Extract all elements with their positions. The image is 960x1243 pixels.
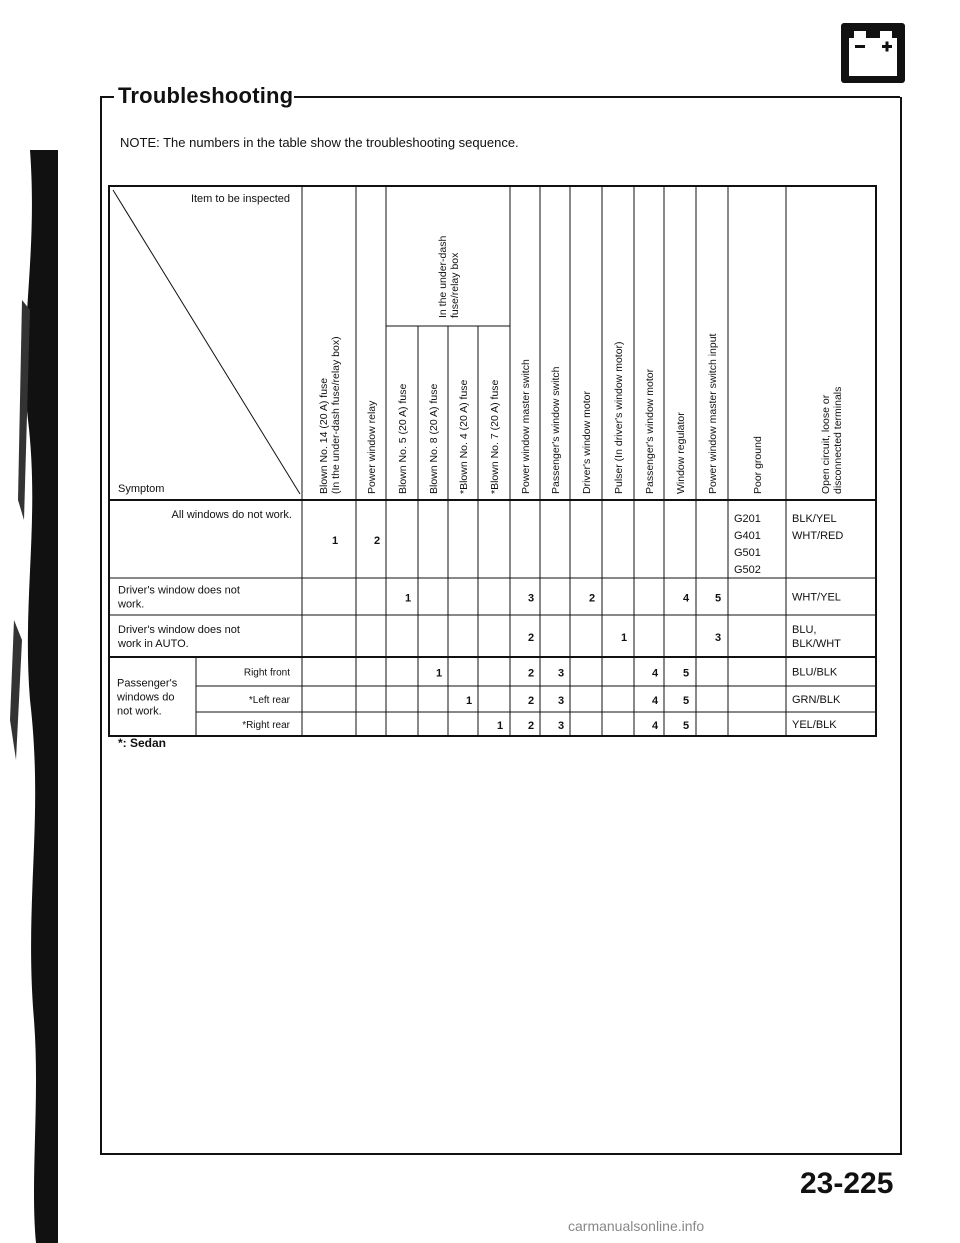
page-number: 23-225 bbox=[800, 1167, 894, 1200]
column-header-label: Pulser (In driver's window motor) bbox=[613, 341, 625, 494]
section-title: Troubleshooting bbox=[118, 83, 294, 108]
cell-value: 3 bbox=[557, 667, 565, 680]
symptom-label: Driver's window does not bbox=[118, 624, 240, 636]
cell-value: BLK/YEL bbox=[792, 513, 837, 525]
symptom-sublabel: *Left rear bbox=[248, 695, 290, 706]
cell-value: GRN/BLK bbox=[792, 694, 841, 706]
group-header-label: fuse/relay box bbox=[449, 252, 461, 318]
symptom-sublabel: Right front bbox=[243, 667, 290, 679]
cell-value: 1 bbox=[435, 667, 443, 680]
column-header-label: Blown No. 5 (20 A) fuse bbox=[397, 383, 409, 494]
cell-value: G401 bbox=[734, 530, 761, 542]
cell-value: 3 bbox=[557, 720, 565, 732]
column-header-label: Passenger's window switch bbox=[550, 366, 562, 494]
cell-value: 2 bbox=[588, 592, 596, 605]
symptom-sublabel: *Right rear bbox=[242, 720, 290, 731]
cell-value: 3 bbox=[714, 632, 722, 644]
column-header-label: (In the under-dash fuse/relay box) bbox=[330, 336, 342, 494]
column-header-label: Blown No. 8 (20 A) fuse bbox=[428, 383, 440, 494]
cell-value: 3 bbox=[557, 695, 565, 707]
group-symptom-label: Passenger's bbox=[117, 677, 178, 690]
cell-value: WHT/RED bbox=[792, 530, 844, 542]
cell-value: 5 bbox=[682, 667, 690, 680]
column-header-label: Open circuit, loose or bbox=[820, 394, 832, 494]
column-header-label: Power window relay bbox=[366, 400, 378, 494]
cell-value: BLK/WHT bbox=[792, 638, 841, 650]
note-text: NOTE: The numbers in the table show the troubleshooting sequence. bbox=[120, 135, 519, 150]
symptom-label: work. bbox=[118, 598, 145, 611]
cell-value: 2 bbox=[527, 632, 535, 644]
cell-value: 1 bbox=[404, 592, 412, 605]
cell-value: 3 bbox=[527, 592, 535, 605]
cell-value: G502 bbox=[734, 564, 761, 576]
cell-value: WHT/YEL bbox=[792, 591, 841, 604]
group-header-label: In the under-dash bbox=[437, 235, 449, 318]
symptom-label: work in AUTO. bbox=[118, 638, 189, 650]
symptom-label: All windows do not work. bbox=[171, 509, 292, 521]
cell-value: 1 bbox=[465, 695, 473, 707]
footnote: *: Sedan bbox=[118, 736, 167, 750]
cell-value: 2 bbox=[527, 667, 535, 680]
column-header-label: Power window master switch bbox=[520, 359, 532, 494]
column-header-label: *Blown No. 4 (20 A) fuse bbox=[458, 379, 470, 494]
cell-value: 4 bbox=[651, 695, 659, 707]
group-symptom-label: windows do bbox=[117, 691, 175, 704]
cell-value: 1 bbox=[331, 535, 339, 547]
cell-value: YEL/BLK bbox=[792, 719, 837, 731]
column-header-label: *Blown No. 7 (20 A) fuse bbox=[489, 379, 501, 494]
cell-value: BLU/BLK bbox=[792, 666, 838, 679]
cell-value: G501 bbox=[734, 547, 761, 559]
cell-value: 2 bbox=[527, 720, 535, 732]
cell-value: 4 bbox=[651, 667, 659, 680]
watermark: carmanualsonline.info bbox=[568, 1218, 705, 1234]
column-header-label: Poor ground bbox=[752, 436, 764, 494]
column-header-label: Driver's window motor bbox=[581, 391, 593, 494]
column-header-label: disconnected terminals bbox=[832, 386, 844, 494]
cell-value: 1 bbox=[496, 720, 504, 732]
corner-diagonal bbox=[113, 190, 300, 494]
cell-value: 4 bbox=[682, 592, 690, 605]
cell-value: 5 bbox=[682, 720, 690, 732]
symptom-label: Driver's window does not bbox=[118, 584, 240, 597]
corner-label-symptom: Symptom bbox=[118, 483, 165, 495]
column-header-label: Blown No. 14 (20 A) fuse bbox=[318, 377, 330, 494]
cell-value: G201 bbox=[734, 513, 761, 525]
column-header-label: Window regulator bbox=[675, 412, 687, 494]
cell-value: 5 bbox=[714, 592, 722, 605]
corner-label-item: Item to be inspected bbox=[190, 193, 290, 205]
cell-value: BLU, bbox=[792, 624, 817, 636]
cell-value: 1 bbox=[620, 632, 628, 644]
column-header-label: Passenger's window motor bbox=[644, 368, 656, 494]
cell-value: 5 bbox=[682, 695, 690, 707]
group-symptom-label: not work. bbox=[117, 705, 162, 718]
cell-value: 2 bbox=[527, 695, 535, 707]
cell-value: 2 bbox=[373, 535, 381, 547]
cell-value: 4 bbox=[651, 720, 659, 732]
column-header-label: Power window master switch input bbox=[707, 333, 719, 494]
